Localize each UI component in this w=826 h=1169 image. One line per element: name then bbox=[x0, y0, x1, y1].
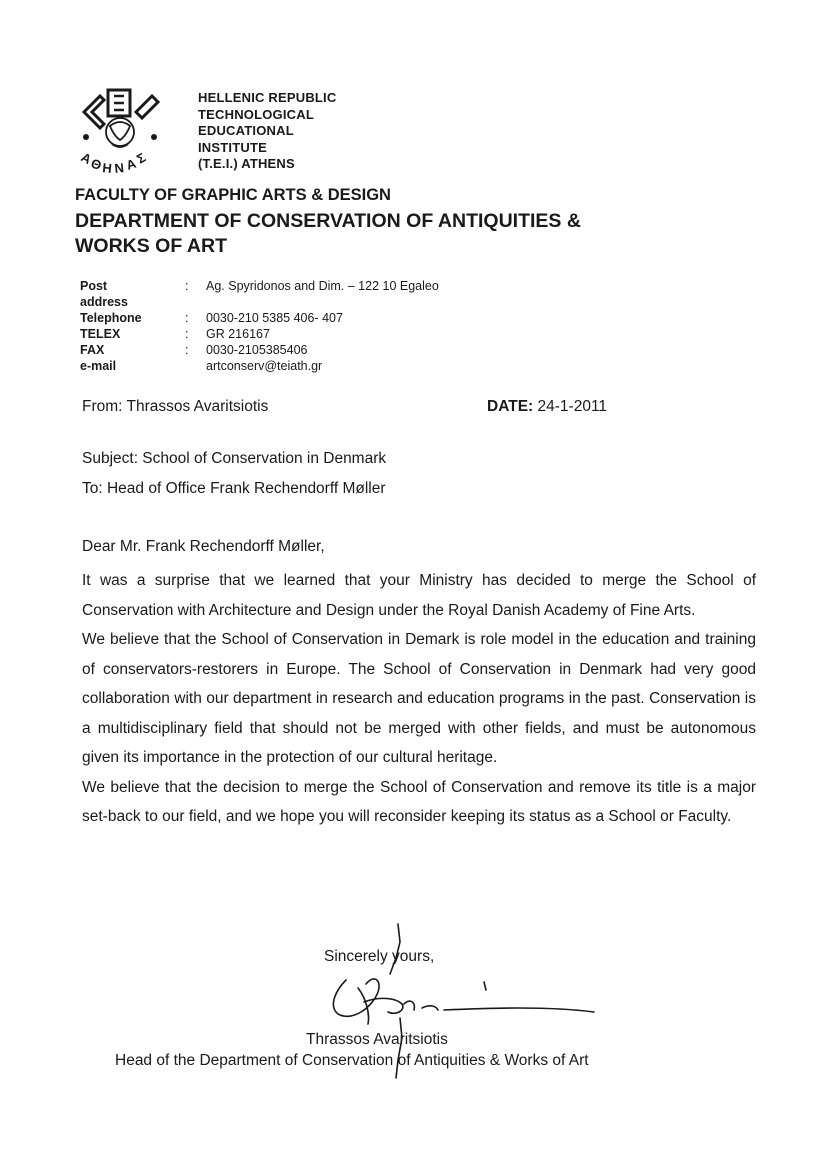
contact-colon: : bbox=[185, 343, 189, 357]
subject-line: Subject: School of Conservation in Denmark bbox=[82, 450, 387, 467]
date-value: 24-1-2011 bbox=[533, 398, 608, 415]
date-label: DATE: bbox=[487, 398, 534, 415]
contact-label: Post address bbox=[80, 279, 128, 309]
institution-name bbox=[198, 90, 336, 173]
contact-colon: : bbox=[185, 311, 189, 325]
contact-value: Ag. Spyridonos and Dim. – 122 10 Egaleo bbox=[206, 279, 439, 293]
svg-text:Θ: Θ bbox=[89, 155, 104, 173]
institution-line: TECHNOLOGICAL bbox=[198, 106, 314, 122]
contact-label: e-mail bbox=[80, 359, 117, 373]
svg-text:Η: Η bbox=[101, 160, 113, 176]
department-name bbox=[75, 209, 581, 259]
salutation: Dear Mr. Frank Rechendorff Møller, bbox=[82, 538, 325, 555]
contact-value: 0030-2105385406 bbox=[206, 343, 308, 357]
institution-line: INSTITUTE bbox=[198, 139, 267, 155]
department-line: WORKS OF ART bbox=[75, 235, 228, 257]
recipient-line: To: Head of Office Frank Rechendorff Møller bbox=[82, 480, 386, 497]
contact-value: 0030-210 5385 406- 407 bbox=[206, 311, 343, 325]
paragraph: It was a surprise that we learned that your Ministry has decided to merge the School of Conservation with Architecture and Design under the Royal Danish Academy of Fine Arts. bbox=[82, 572, 756, 619]
svg-text:Ν: Ν bbox=[113, 160, 125, 176]
institution-line: HELLENIC REPUBLIC bbox=[198, 90, 337, 105]
institution-line: (T.E.I.) ATHENS bbox=[198, 156, 295, 171]
faculty-name: FACULTY OF GRAPHIC ARTS & DESIGN bbox=[75, 186, 391, 204]
contact-label: Telephone bbox=[80, 311, 142, 325]
contact-value: GR 216167 bbox=[206, 327, 270, 341]
svg-text:Α: Α bbox=[124, 155, 138, 173]
contact-colon: : bbox=[185, 327, 189, 341]
signatory-name: Thrassos Avaritsiotis bbox=[306, 1031, 448, 1048]
contact-label: FAX bbox=[80, 343, 105, 357]
paragraph: We believe that the decision to merge the School of Conservation and remove its title is a major set-back to our field, and we hope you will reconsider keeping its status as a School or Faculty. bbox=[82, 778, 756, 825]
signatory-title: Head of the Department of Conservation of Antiquities & Works of Art bbox=[115, 1052, 589, 1069]
contact-value: artconserv@teiath.gr bbox=[206, 359, 323, 373]
department-line: DEPARTMENT OF CONSERVATION OF ANTIQUITIES & bbox=[75, 210, 581, 232]
sign-off: Sincerely yours, bbox=[324, 948, 435, 965]
tei-athens-seal-icon bbox=[70, 82, 190, 177]
paragraph: We believe that the School of Conservation in Demark is role model in the education and training of conservators-restorers in Europe. The School of Conservation in Denmark had very good collaboration with our department in research and education programs in the past. Conservation is a multidisciplinary field that should not be merged with other fields, and must be autonomous given its importance in the protection of our cultural heritage. bbox=[82, 631, 756, 766]
contact-colon: : bbox=[185, 279, 189, 293]
contact-label: TELEX bbox=[80, 327, 121, 341]
svg-text:Α: Α bbox=[78, 149, 94, 168]
from-line: From: Thrassos Avaritsiotis bbox=[82, 398, 269, 415]
svg-text:Σ: Σ bbox=[134, 149, 149, 167]
letter-body bbox=[82, 566, 756, 832]
institution-line: EDUCATIONAL bbox=[198, 123, 294, 138]
date-line bbox=[487, 398, 607, 416]
